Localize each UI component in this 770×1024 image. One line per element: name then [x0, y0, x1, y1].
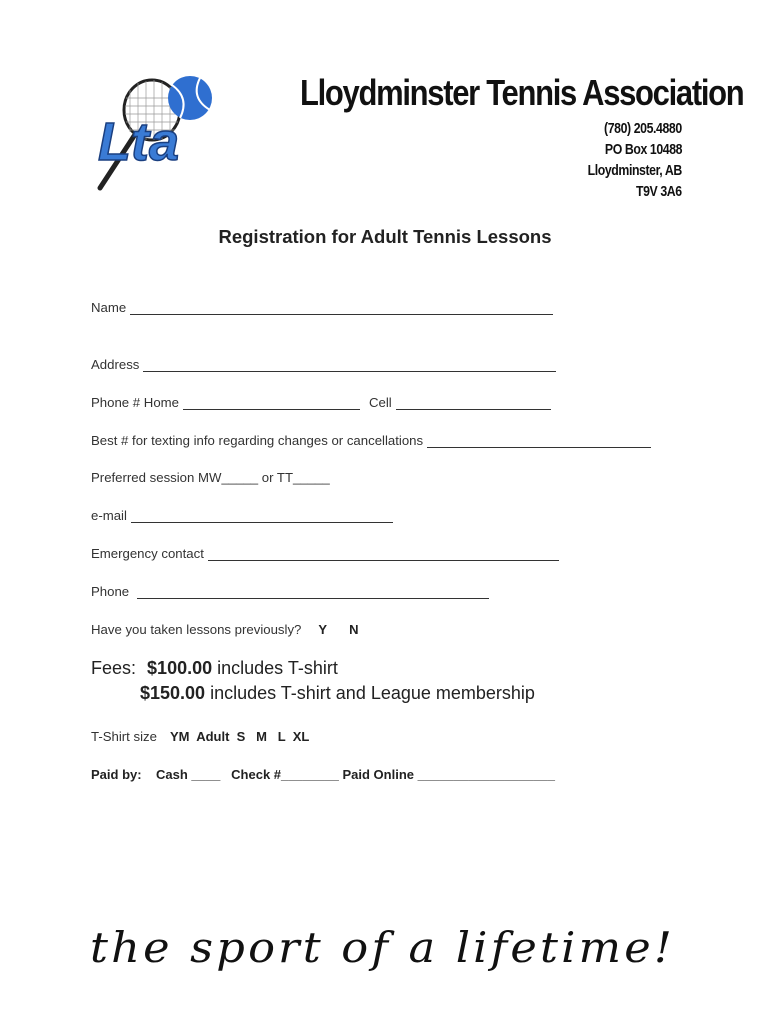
emergency-row	[91, 546, 559, 561]
session-label[interactable]: Preferred session MW_____ or TT_____	[91, 470, 330, 485]
tagline-text: the sport of a lifetime!	[90, 923, 675, 972]
session-row	[91, 470, 330, 485]
email-row	[91, 508, 393, 523]
payment-row	[91, 767, 555, 782]
tshirt-label: T-Shirt size	[91, 729, 157, 744]
texting-row	[91, 433, 651, 448]
name-row	[91, 300, 553, 315]
phone-home-row	[91, 395, 551, 410]
address-label: Address	[91, 357, 140, 372]
payment-options[interactable]: Paid by: Cash ____ Check #________ Paid Online ___________________	[91, 767, 555, 782]
address-city: Lloydminster, AB	[587, 162, 682, 179]
lessons-yes-option[interactable]: Y	[318, 622, 328, 637]
fees-line-2	[140, 683, 535, 704]
tennis-racket-icon	[90, 70, 220, 195]
fee-option-1-price: $100.00	[147, 658, 213, 678]
address-field[interactable]	[143, 359, 556, 372]
fee-option-2-price: $150.00	[140, 683, 206, 703]
lessons-label: Have you taken lessons previously?	[91, 622, 302, 637]
email-label: e-mail	[91, 508, 127, 523]
form-title: Registration for Adult Tennis Lessons	[218, 226, 552, 247]
fee-option-2-desc: includes T-shirt and League membership	[205, 683, 535, 703]
email-field[interactable]	[131, 510, 393, 523]
phone-home-label: Phone # Home	[91, 395, 179, 410]
phone-home-field[interactable]	[183, 397, 360, 410]
org-name: Lloydminster Tennis Association	[300, 72, 744, 113]
svg-text:Lta: Lta	[98, 112, 179, 172]
address-row	[91, 357, 556, 372]
lessons-row	[91, 622, 358, 637]
tshirt-row	[91, 729, 309, 744]
name-label: Name	[91, 300, 127, 315]
cell-field[interactable]	[396, 397, 551, 410]
name-field[interactable]	[130, 302, 553, 315]
fee-option-1-desc: includes T-shirt	[212, 658, 338, 678]
texting-field[interactable]	[427, 435, 651, 448]
emergency-field[interactable]	[208, 548, 559, 561]
address-postal: T9V 3A6	[636, 183, 682, 200]
fees-label: Fees:	[91, 658, 137, 678]
cell-label: Cell	[368, 395, 392, 410]
tagline	[90, 920, 680, 980]
tshirt-sizes[interactable]: YM Adult S M L XL	[169, 729, 310, 744]
address-phone: (780) 205.4880	[604, 120, 682, 137]
phone-field[interactable]	[137, 586, 489, 599]
lessons-no-option[interactable]: N	[349, 622, 359, 637]
emergency-label: Emergency contact	[91, 546, 204, 561]
phone-row	[91, 584, 489, 599]
lta-logo	[90, 70, 220, 195]
address-po-box: PO Box 10488	[604, 141, 682, 158]
phone-label: Phone	[91, 584, 130, 599]
fees-line-1	[91, 658, 338, 679]
texting-label: Best # for texting info regarding changes or cancellations	[91, 433, 424, 448]
logo-lettering	[98, 112, 179, 172]
